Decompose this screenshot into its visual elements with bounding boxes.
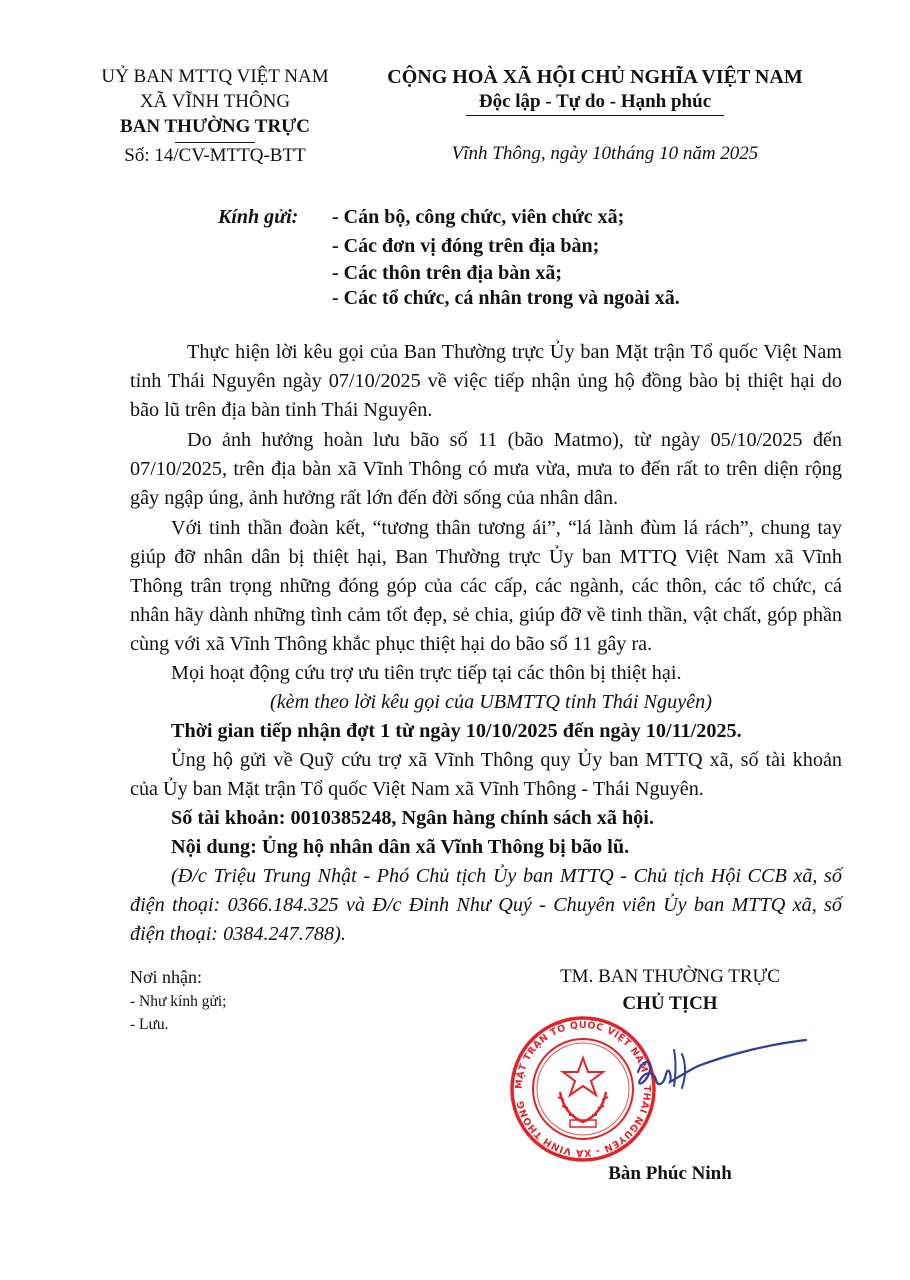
receivers-label: Nơi nhận: — [130, 967, 203, 987]
country-name: CỘNG HOÀ XÃ HỘI CHỦ NGHĨA VIỆT NAM — [387, 66, 803, 88]
recipients-label: Kính gửi: — [218, 206, 299, 228]
place-date: Vĩnh Thông, ngày 10tháng 10 năm 2025 — [451, 143, 759, 164]
motto: Độc lập - Tự do - Hạnh phúc — [478, 91, 712, 112]
org-name-line3: BAN THƯỜNG TRỰC — [119, 116, 311, 137]
transfer-content: Nội dung: Ủng hộ nhân dân xã Vĩnh Thông bị bão lũ. — [171, 836, 630, 858]
recipient-item: - Các tổ chức, cá nhân trong và ngoài xã. — [332, 287, 680, 309]
receiving-period: Thời gian tiếp nhận đợt 1 từ ngày 10/10/2025 đến ngày 10/11/2025. — [171, 720, 742, 742]
signature-position: CHỦ TỊCH — [622, 993, 718, 1014]
paragraph-2: Do ảnh hưởng hoàn lưu bão số 11 (bão Matmo), từ ngày 05/10/2025 đến 07/10/2025, trên địa bàn xã Vĩnh Thông có mưa vừa, mưa to đến rất to trên diện rộng gây ngập úng, ảnh hưởng rất lớn đến đời sống của nhân dân. — [130, 429, 842, 509]
motto-underline — [466, 115, 724, 116]
recipient-item: - Các thôn trên địa bàn xã; — [332, 262, 563, 284]
receiver-item: - Như kính gửi; — [130, 993, 227, 1010]
org-name-line1: UỶ BAN MTTQ VIỆT NAM — [101, 66, 329, 87]
recipient-item: - Các đơn vị đóng trên địa bàn; — [332, 235, 600, 257]
bank-account: Số tài khoản: 0010385248, Ngân hàng chính sách xã hội. — [171, 807, 654, 829]
signer-name: Bàn Phúc Ninh — [608, 1163, 732, 1184]
paragraph-1: Thực hiện lời kêu gọi của Ban Thường trực Ủy ban Mặt trận Tổ quốc Việt Nam tỉnh Thái Nguyên ngày 07/10/2025 về việc tiếp nhận ủng hộ đồng bào bị thiệt hại do bão lũ trên địa bàn tỉnh Thái Nguyên. — [130, 341, 842, 421]
paragraph-fund: Ủng hộ gửi về Quỹ cứu trợ xã Vĩnh Thông quy Ủy ban MTTQ xã, số tài khoản của Ủy ban Mặt trận Tổ quốc Việt Nam xã Vĩnh Thông - Thái Nguyên. — [130, 749, 842, 800]
org-name-line2: XÃ VĨNH THÔNG — [139, 91, 291, 112]
seal-star-icon — [563, 1058, 603, 1095]
handwritten-signature — [620, 1030, 810, 1110]
paragraph-3: Với tinh thần đoàn kết, “tương thân tương ái”, “lá lành đùm lá rách”, chung tay giúp đỡ nhân dân bị thiệt hại, Ban Thường trực Ủy ban MTTQ Việt Nam xã Vĩnh Thông trân trọng những đóng góp của các cấp, các ngành, các thôn, các tổ chức, cá nhân hãy dành những tình cảm tốt đẹp, sẻ chia, giúp đỡ về tinh thần, vật chất, góp phần cùng với xã Vĩnh Thông khắc phục thiệt hại do bão số 11 gây ra. — [130, 517, 842, 655]
paragraph-4: Mọi hoạt động cứu trợ ưu tiên trực tiếp tại các thôn bị thiệt hại. — [171, 662, 682, 684]
attachment-note: (kèm theo lời kêu gọi của UBMTTQ tỉnh Thái Nguyên) — [270, 691, 712, 713]
receiver-item: - Lưu. — [130, 1016, 169, 1033]
document-number: Số: 14/CV-MTTQ-BTT — [124, 145, 306, 166]
seal-text: MẶT TRẬN TỔ QUỐC VIỆT NAM - THÁI NGUYÊN - XÃ VĨNH THÔNG — [513, 1019, 653, 1159]
org-underline — [175, 142, 255, 143]
letter-body — [130, 338, 842, 949]
contact-info: (Đ/c Triệu Trung Nhật - Phó Chủ tịch Ủy ban MTTQ - Chủ tịch Hội CCB xã, số điện thoại: 0366.184.325 và Đ/c Đinh Như Quý - Chuyên viên Ủy ban MTTQ xã, số điện thoại: 0384.247.788). — [130, 865, 842, 945]
signature-title: TM. BAN THƯỜNG TRỰC — [560, 966, 780, 987]
recipient-item: - Cán bộ, công chức, viên chức xã; — [332, 206, 625, 228]
